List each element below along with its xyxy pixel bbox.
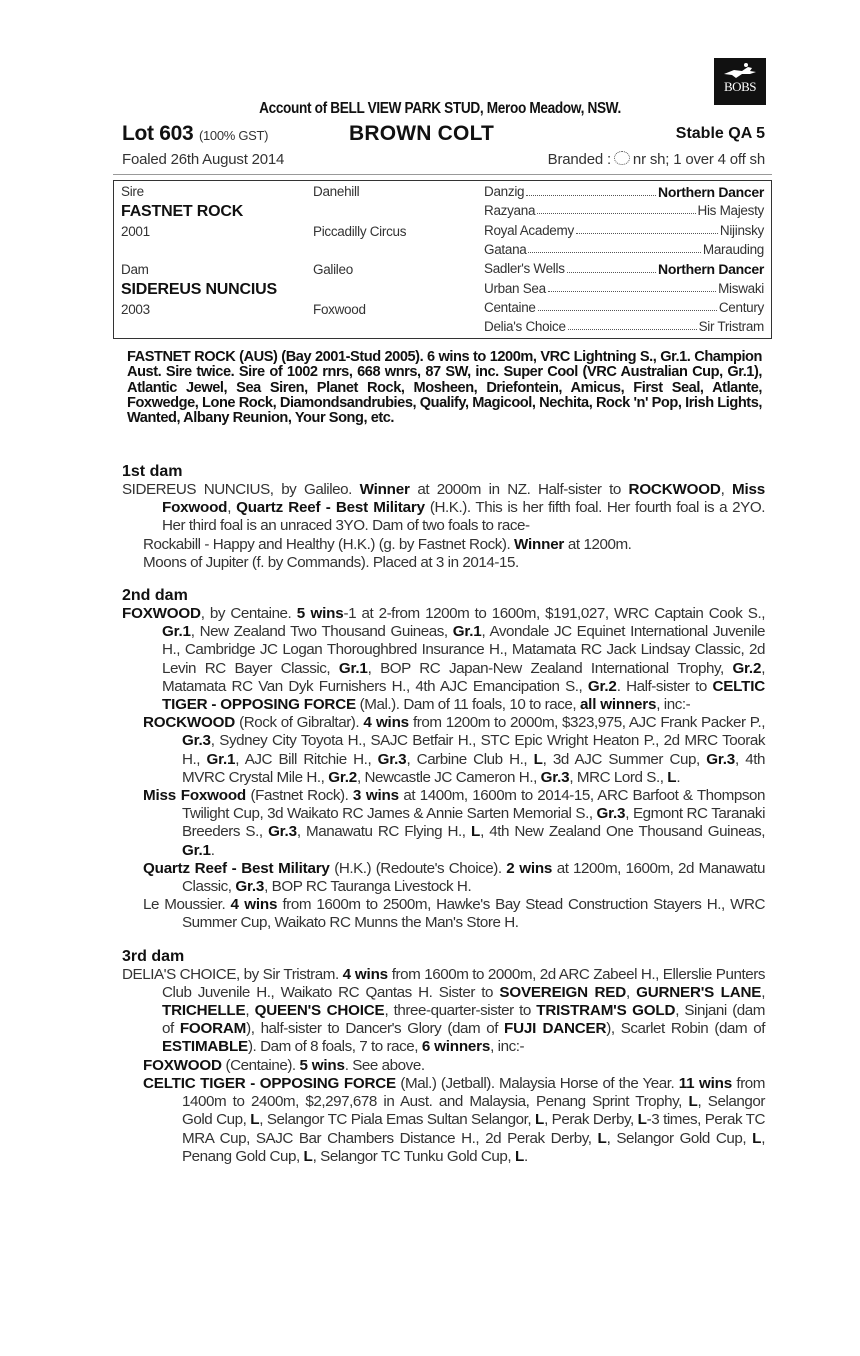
text: , Egmont RC Taranaki Breeders S., — [182, 805, 765, 841]
text: Moons of Jupiter (f. by Commands). Placed at 3 in 2014-15. — [143, 553, 519, 571]
vendor-account: Account of BELL VIEW PARK STUD, Meroo Meadow, NSW. — [259, 100, 621, 117]
text: , inc:- — [656, 696, 691, 714]
text: (H.K.). This is her fifth foal. Her fourth foal is a 2YO. Her third foal is an unraced 3YO. Dam of two foals to race- — [162, 499, 765, 535]
text: , three-quarter-sister to — [384, 1002, 537, 1020]
sire-sire: Danehill — [313, 184, 360, 199]
text: , MRC Lord S., — [569, 768, 668, 786]
text: from 1600m to 2000m, 2d ARC Zabeel H., Ellerslie Punters Club Juvenile H., Waikato RC Qantas H. Sister to — [162, 965, 765, 1001]
text: , inc:- — [490, 1038, 525, 1056]
text: DELIA'S CHOICE, by Sir Tristram. — [122, 965, 343, 983]
ancestor-dam: Gatana — [484, 241, 527, 257]
progeny-entry — [122, 787, 765, 860]
text: ). Dam of 8 foals, 7 to race, — [247, 1038, 422, 1056]
family-sections — [122, 462, 765, 1180]
ancestor-dam: Royal Academy — [484, 222, 574, 238]
text: . — [676, 768, 681, 786]
text: , Newcastle JC Cameron H., — [356, 768, 541, 786]
bold-text: FOXWOOD — [143, 1056, 222, 1074]
dot-leader — [526, 184, 656, 196]
pedigree-ancestor-row — [484, 223, 764, 238]
bold-text: all winners — [579, 696, 657, 714]
section-heading: 1st dam — [122, 463, 183, 480]
bold-text: 4 wins — [363, 714, 409, 732]
ancestor-dam: Danzig — [484, 184, 525, 199]
text: , — [761, 983, 765, 1001]
dam-entry — [122, 605, 765, 714]
sire-year: 2001 — [121, 224, 150, 239]
bold-text: L — [533, 750, 543, 768]
ancestor-dam: Urban Sea — [484, 280, 546, 296]
dam-entry — [122, 481, 765, 536]
pedigree-ancestor-row — [484, 300, 764, 315]
lot-number — [122, 122, 268, 146]
text: . — [210, 841, 215, 859]
progeny-entry — [122, 896, 765, 932]
bold-text: FOORAM — [179, 1020, 247, 1038]
text: ), half-sister to Dancer's Glory (dam of — [246, 1020, 505, 1038]
text: . Half-sister to — [616, 677, 713, 695]
dam-name: SIDEREUS NUNCIUS — [121, 281, 277, 298]
dot-leader — [567, 261, 656, 273]
horse-description: BROWN COLT — [349, 122, 495, 145]
bold-text: Gr.3 — [596, 805, 626, 823]
bold-text: Gr.3 — [182, 732, 211, 750]
bold-text: Gr.3 — [268, 823, 297, 841]
lot-label: Lot 603 — [122, 122, 194, 145]
progeny-entry — [122, 860, 765, 896]
text: , Sinjani (dam of — [162, 1002, 766, 1038]
bold-text: 3 wins — [352, 787, 399, 805]
text: , — [227, 499, 237, 517]
text: Rockabill - Happy and Healthy (H.K.) (g. by Fastnet Rock). — [143, 535, 515, 553]
text: , Manawatu RC Flying H., — [296, 823, 471, 841]
sire-dam: Piccadilly Circus — [313, 224, 407, 239]
text: , by Centaine. — [200, 605, 297, 623]
text: (Rock of Gibraltar). — [235, 714, 364, 732]
text: , Selangor TC Tunku Gold Cup, — [312, 1147, 515, 1165]
bold-text: 2 wins — [506, 859, 553, 877]
text: , Matamata RC Van Dyk Furnishers H., 4th AJC Emancipation S., — [162, 659, 765, 695]
dot-leader — [538, 300, 717, 311]
text: from 1600m to 2500m, Hawke's Bay Stead Construction Stayers H., WRC Summer Cup, Waikato RC Munns the Man's Store H. — [182, 896, 765, 932]
bold-text: Gr.3 — [706, 750, 735, 768]
text: , Sydney City Toyota H., SAJC Betfair H., STC Epic Wright Heaton P., 2d MRC Toorak H., — [182, 732, 765, 768]
bold-text: L — [470, 823, 481, 841]
bold-text: 6 winners — [421, 1038, 491, 1056]
stable-location: Stable QA 5 — [675, 125, 765, 142]
text: , Selangor TC Piala Emas Sultan Selangor, — [259, 1111, 535, 1129]
bold-text: ROCKWOOD — [143, 714, 236, 732]
dot-leader — [537, 203, 695, 214]
text: , Selangor Gold Cup, — [182, 1093, 765, 1129]
foaled-date: Foaled 26th August 2014 — [122, 151, 285, 168]
text: (Mal.) (Jetball). Malaysia Horse of the Year. — [395, 1074, 679, 1092]
bold-text: L — [303, 1147, 313, 1165]
ancestor-sire: Sir Tristram — [698, 319, 764, 335]
bold-text: FUJI DANCER — [504, 1020, 607, 1038]
text: (Mal.). Dam of 11 foals, 10 to race, — [355, 696, 580, 714]
text: , Selangor Gold Cup, — [606, 1129, 753, 1147]
ancestor-sire: Northern Dancer — [658, 184, 764, 200]
bold-text: L — [667, 768, 677, 786]
ancestor-sire: Northern Dancer — [658, 261, 764, 278]
text: (H.K.) (Redoute's Choice). — [329, 859, 507, 877]
bold-text: Gr.1 — [452, 623, 482, 641]
dam-year: 2003 — [121, 302, 150, 317]
text: Le Moussier. — [143, 896, 231, 914]
text: (Fastnet Rock). — [246, 787, 353, 805]
bold-text: Gr.1 — [182, 841, 211, 859]
bold-text: L — [688, 1093, 698, 1111]
dam-entry — [122, 966, 765, 1057]
bold-text: Miss Foxwood — [162, 481, 766, 517]
bold-text: Quartz Reef - Best Military — [143, 859, 330, 877]
dam-label: Dam — [121, 262, 149, 277]
dot-leader — [528, 242, 700, 253]
bold-text: QUEEN'S CHOICE — [254, 1002, 385, 1020]
ancestor-sire: Miswaki — [718, 280, 764, 296]
bold-text: Quartz Reef - Best Military — [236, 499, 425, 517]
text: from 1400m to 2400m, $2,297,678 in Aust. and Malaysia, Penang Sprint Trophy, — [182, 1074, 765, 1111]
dam-sire: Galileo — [313, 262, 353, 277]
dam-dam: Foxwood — [313, 302, 366, 317]
text: from 1200m to 2000m, $323,975, AJC Frank Packer P., — [408, 714, 765, 732]
text: , 4th MVRC Crystal Mile H., — [182, 750, 765, 786]
text: . See above. — [344, 1056, 425, 1074]
ancestor-dam: Centaine — [484, 299, 536, 315]
progeny-entry — [122, 1057, 765, 1075]
text: -3 times, Perak TC MRA Cup, SAJC Bar Chambers Distance H., 2d Perak Derby, — [182, 1111, 765, 1147]
branded-info — [548, 151, 765, 168]
text: at 1400m, 1600m to 2014-15, ARC Barfoot & Thompson Twilight Cup, 3d Waikato RC James & Annie Sarten Memorial S., — [182, 787, 765, 823]
bold-text: Gr.3 — [377, 750, 407, 768]
bold-text: ESTIMABLE — [162, 1038, 248, 1056]
text: , 3d AJC Summer Cup, — [542, 750, 707, 768]
pedigree-ancestor-row — [484, 281, 764, 296]
text: ), Scarlet Robin (dam of — [606, 1020, 765, 1038]
bold-text: L — [250, 1111, 260, 1129]
lot-line — [122, 122, 765, 146]
bold-text: Gr.1 — [162, 623, 191, 641]
progeny-entry — [122, 554, 765, 572]
text: , Perak Derby, — [544, 1111, 638, 1129]
text: , — [625, 983, 637, 1001]
bold-text: 11 wins — [678, 1074, 733, 1092]
pedigree-ancestor-row — [484, 319, 764, 334]
text: . — [524, 1147, 528, 1165]
bold-text: 5 wins — [299, 1056, 345, 1074]
bold-text: ROCKWOOD — [628, 481, 721, 498]
sire-name: FASTNET ROCK — [121, 203, 244, 220]
sire-summary: FASTNET ROCK (AUS) (Bay 2001-Stud 2005). 6 wins to 1200m, VRC Lightning S., Gr.1. Champion Aust. Sire twice. Sire of 1002 rnrs, 668 wnrs, 87 SW, inc. Super Cool (VRC Australian Cup, Gr.1), Atlantic Jewel, Sea Siren, Planet Rock, Mosheen, Driefontein, Amicus, First Seal, Atlante, Foxwedge, Lone Rock, Diamondsandrubies, Qualify, Magicool, Nechita, Rock 'n' Pop, Irish Lights, Wanted, Albany Reunion, Your Song, etc. — [127, 349, 762, 427]
ancestor-sire: Marauding — [702, 241, 764, 257]
bold-text: L — [752, 1129, 762, 1147]
bold-text: TRISTRAM'S GOLD — [536, 1002, 676, 1020]
sire-label: Sire — [121, 184, 144, 199]
text: at 2000m in NZ. Half-sister to — [409, 481, 629, 498]
bold-text: L — [637, 1111, 647, 1129]
text: SIDEREUS NUNCIUS, by Galileo. — [122, 481, 360, 498]
text: , 4th New Zealand One Thousand Guineas, — [480, 823, 765, 841]
text: , Avondale JC Equinet International Juvenile H., Cambridge JC Logan Thoroughbred Insurance H., Matamata RC Jack Lindsay Classic, 2d Levin RC Bayer Classic, — [162, 623, 765, 677]
bold-text: 5 wins — [296, 605, 344, 623]
bold-text: L — [534, 1111, 545, 1129]
ancestor-dam: Delia's Choice — [484, 319, 566, 335]
dam-section — [122, 462, 765, 572]
bold-text: 4 wins — [342, 965, 388, 983]
bold-text: Winner — [359, 481, 410, 498]
ancestor-dam: Razyana — [484, 203, 536, 219]
bold-text: 4 wins — [230, 896, 278, 914]
brand-mark-icon — [614, 151, 630, 165]
progeny-entry — [122, 536, 765, 554]
bold-text: Gr.3 — [235, 878, 265, 896]
text: , New Zealand Two Thousand Guineas, — [190, 623, 453, 641]
text: -1 at 2-from 1200m to 1600m, $191,027, WRC Captain Cook S., — [343, 605, 765, 623]
bold-text: TRICHELLE — [162, 1002, 246, 1020]
bold-text: L — [597, 1129, 607, 1147]
pedigree-ancestor-row — [484, 203, 764, 218]
bold-text: Winner — [514, 535, 565, 553]
ancestor-sire: Century — [718, 299, 764, 315]
bold-text: SOVEREIGN RED — [499, 983, 626, 1001]
bold-text: GURNER'S LANE — [636, 983, 762, 1001]
bold-text: Miss Foxwood — [143, 787, 246, 805]
section-heading: 2nd dam — [122, 587, 188, 605]
text: (Centaine). — [221, 1056, 300, 1074]
bold-text: CELTIC TIGER - OPPOSING FORCE — [143, 1074, 396, 1092]
pedigree-table — [113, 180, 772, 339]
pedigree-ancestor-row — [484, 261, 764, 277]
bold-text: Gr.1 — [206, 750, 236, 768]
text: , AJC Bill Ritchie H., — [235, 750, 378, 768]
bold-text: Gr.1 — [338, 659, 368, 677]
pedigree-ancestor-row — [484, 184, 764, 200]
dot-leader — [548, 281, 716, 292]
text: , Penang Gold Cup, — [182, 1129, 765, 1165]
section-heading: 3rd dam — [122, 947, 185, 965]
ancestor-sire: His Majesty — [697, 203, 764, 219]
progeny-entry — [122, 714, 765, 787]
bold-text: FOXWOOD — [122, 605, 201, 623]
bold-text: Gr.2 — [587, 677, 617, 695]
dam-section — [122, 586, 765, 933]
text: , BOP RC Japan-New Zealand International Trophy, — [367, 659, 733, 677]
dam-section — [122, 947, 765, 1166]
text: , — [245, 1002, 255, 1020]
gst-note: (100% GST) — [198, 128, 269, 143]
text: at 1200m, 1600m, 2d Manawatu Classic, — [182, 859, 765, 896]
divider — [113, 174, 772, 175]
progeny-entry — [122, 1075, 765, 1166]
dot-leader — [568, 319, 697, 330]
branded-text: nr sh; 1 over 4 off sh — [632, 151, 765, 168]
ancestor-dam: Sadler's Wells — [484, 261, 565, 277]
bold-text: Gr.2 — [328, 768, 357, 786]
pedigree-ancestor-row — [484, 242, 764, 257]
ancestor-sire: Nijinsky — [719, 222, 764, 238]
bold-text: CELTIC TIGER - OPPOSING FORCE — [162, 677, 765, 714]
bold-text: Gr.3 — [540, 768, 570, 786]
branded-label: Branded : — [547, 151, 611, 168]
text: , Carbine Club H., — [406, 750, 534, 768]
bold-text: L — [514, 1147, 525, 1165]
bold-text: Gr.2 — [732, 659, 762, 677]
dot-leader — [576, 223, 718, 234]
text: at 1200m. — [564, 535, 632, 553]
text: , — [720, 481, 733, 498]
logo-text: BOBS — [724, 79, 756, 94]
bobs-logo — [714, 58, 766, 105]
horse-rider-icon — [720, 62, 760, 80]
text: , BOP RC Tauranga Livestock H. — [264, 878, 472, 896]
